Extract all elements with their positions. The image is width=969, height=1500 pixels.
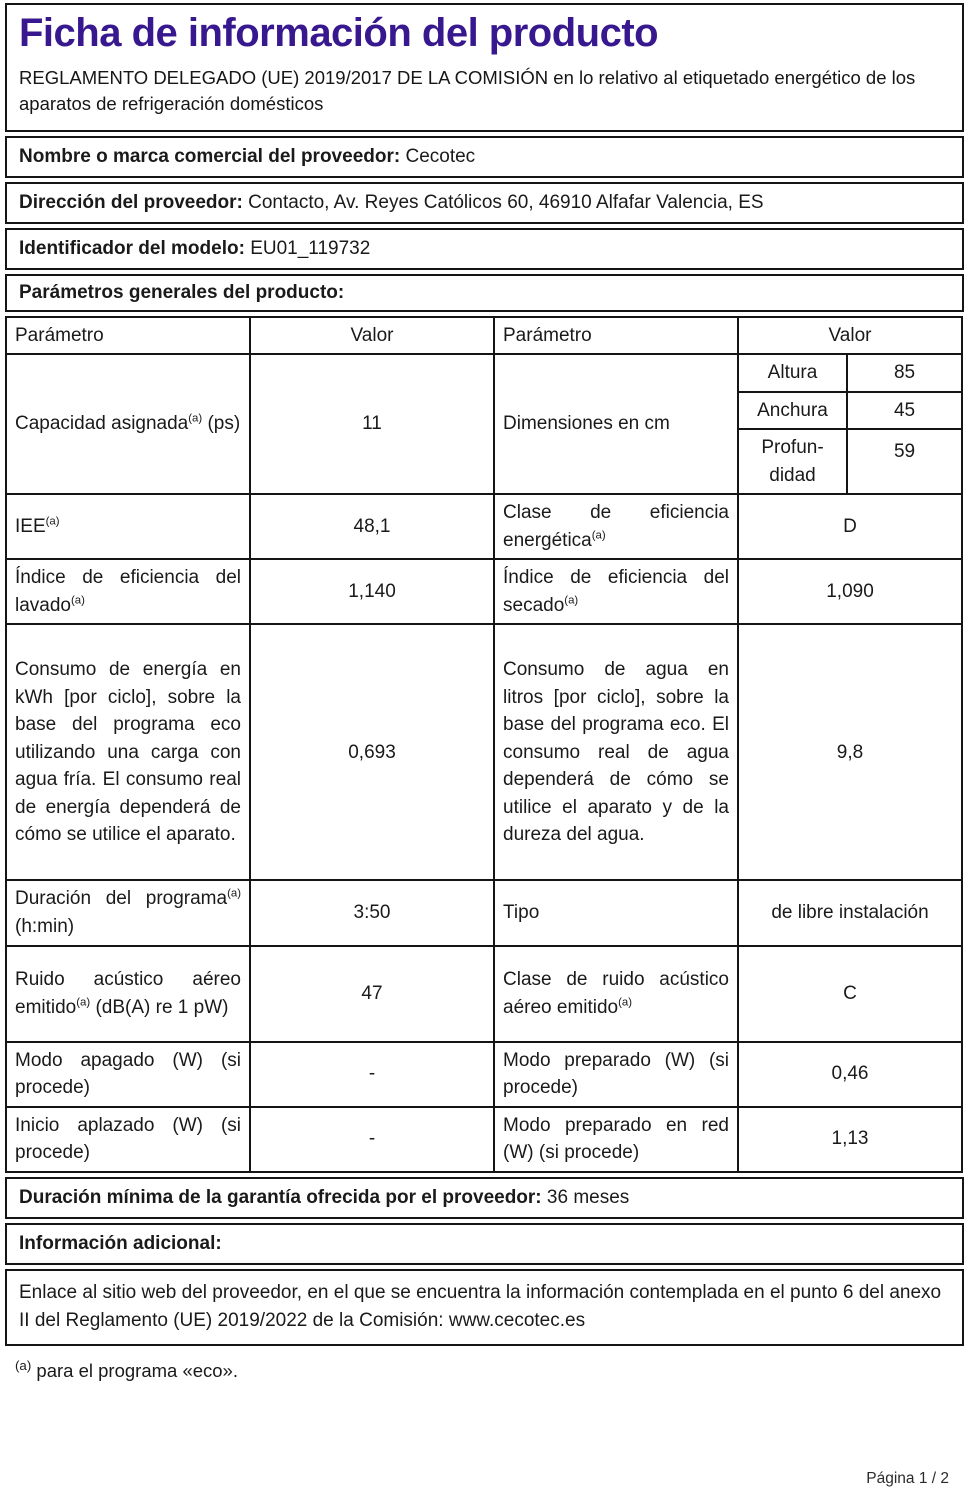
value-indice-secado: 1,090 <box>738 559 962 624</box>
header-valor-1: Valor <box>250 317 494 355</box>
row-capacidad-dimensiones <box>6 354 962 392</box>
model-identifier-value: EU01_119732 <box>250 237 371 259</box>
title-section <box>5 3 964 132</box>
param-consumo-energia: Consumo de energía en kWh [por ciclo], sobre la base del programa eco utilizando una carga con agua fría. El consumo real de energía dependerá de cómo se utilice el aparato. <box>6 624 250 880</box>
regulation-subtitle: REGLAMENTO DELEGADO (UE) 2019/2017 DE LA COMISIÓN en lo relativo al etiquetado energético de los aparatos de refrigeración domésticos <box>19 67 916 115</box>
value-tipo: de libre instalación <box>738 880 962 945</box>
dim-profundidad-label: Profundidad <box>738 429 847 494</box>
row-indices-eficiencia <box>6 559 962 624</box>
param-duracion-programa: Duración del programa$^{(a)}$ (h:min) <box>6 880 250 945</box>
value-inicio-aplazado: - <box>250 1107 494 1172</box>
supplier-brand-row <box>5 136 964 178</box>
header-parametro-1: Parámetro <box>6 317 250 355</box>
general-parameters-heading: Parámetros generales del producto: <box>19 281 345 303</box>
dim-anchura-value: 45 <box>847 392 962 430</box>
model-identifier-row <box>5 228 964 270</box>
website-link[interactable]: www.cecotec.es <box>448 1310 586 1332</box>
row-duracion-tipo <box>6 880 962 945</box>
param-capacidad-asignada: Capacidad asignada$^{(a)}$ (ps) <box>6 354 250 494</box>
header-valor-2: Valor <box>738 317 962 355</box>
page-title: Ficha de información del producto <box>19 11 659 55</box>
website-text: Enlace al sitio web del proveedor, en el que se encuentra la información contemplada en el punto 6 del anexo II del Reglamento (UE) 2019/2022 de la Comisión: <box>19 1281 942 1332</box>
value-clase-eficiencia-energetica: D <box>738 494 962 559</box>
supplier-brand-label: Nombre o marca comercial del proveedor: <box>19 145 401 167</box>
supplier-brand-value: Cecotec <box>405 145 476 167</box>
param-tipo: Tipo <box>494 880 738 945</box>
table-header-row <box>6 317 962 355</box>
value-modo-preparado: 0,46 <box>738 1042 962 1107</box>
value-clase-ruido: C <box>738 946 962 1042</box>
page-number: Página 1 / 2 <box>866 1470 949 1487</box>
row-ruido <box>6 946 962 1042</box>
value-iee: 48,1 <box>250 494 494 559</box>
dim-anchura-label: Anchura <box>738 392 847 430</box>
dim-altura-label: Altura <box>738 354 847 392</box>
param-ruido-acustico: Ruido acústico aéreo emitido$^{(a)}$ (dB(A) re 1 pW) <box>6 946 250 1042</box>
dim-profundidad-value: 59 <box>847 429 962 494</box>
warranty-label: Duración mínima de la garantía ofrecida por el proveedor: <box>19 1186 542 1208</box>
value-indice-lavado: 1,140 <box>250 559 494 624</box>
value-consumo-energia: 0,693 <box>250 624 494 880</box>
param-clase-eficiencia-energetica: Clase de eficiencia energética$^{(a)}$ <box>494 494 738 559</box>
supplier-address-label: Dirección del proveedor: <box>19 191 243 213</box>
row-inicio-aplazado <box>6 1107 962 1172</box>
supplier-address-row <box>5 182 964 224</box>
value-capacidad-asignada: 11 <box>250 354 494 494</box>
dim-altura-value: 85 <box>847 354 962 392</box>
param-clase-ruido: Clase de ruido acústico aéreo emitido$^{(a)}$ <box>494 946 738 1042</box>
param-indice-lavado: Índice de eficiencia del lavado$^{(a)}$ <box>6 559 250 624</box>
row-consumos <box>6 624 962 880</box>
value-modo-preparado-red: 1,13 <box>738 1107 962 1172</box>
parameters-table <box>5 316 963 1173</box>
param-indice-secado: Índice de eficiencia del secado$^{(a)}$ <box>494 559 738 624</box>
header-parametro-2: Parámetro <box>494 317 738 355</box>
website-row <box>5 1269 964 1346</box>
general-parameters-heading-row <box>5 274 964 312</box>
additional-info-heading-row <box>5 1223 964 1265</box>
value-modo-apagado: - <box>250 1042 494 1107</box>
value-ruido-acustico: 47 <box>250 946 494 1042</box>
param-modo-preparado-red: Modo preparado en red (W) (si procede) <box>494 1107 738 1172</box>
value-duracion-programa: 3:50 <box>250 880 494 945</box>
eco-footnote: $^{(a)}$ para el programa «eco». <box>15 1357 238 1381</box>
param-dimensiones: Dimensiones en cm <box>494 354 738 494</box>
supplier-address-value: Contacto, Av. Reyes Católicos 60, 46910 Alfafar Valencia, ES <box>248 191 764 213</box>
param-consumo-agua: Consumo de agua en litros [por ciclo], sobre la base del programa eco. El consumo real de agua dependerá de cómo se utilice el aparato y de la dureza del agua. <box>494 624 738 880</box>
row-iee-clase-energetica <box>6 494 962 559</box>
param-modo-preparado: Modo preparado (W) (si procede) <box>494 1042 738 1107</box>
model-identifier-label: Identificador del modelo: <box>19 237 245 259</box>
param-inicio-aplazado: Inicio aplazado (W) (si procede) <box>6 1107 250 1172</box>
row-modo-apagado <box>6 1042 962 1107</box>
warranty-row <box>5 1177 964 1219</box>
additional-info-heading: Información adicional: <box>19 1232 222 1254</box>
value-consumo-agua: 9,8 <box>738 624 962 880</box>
param-iee: IEE$^{(a)}$ <box>6 494 250 559</box>
param-modo-apagado: Modo apagado (W) (si procede) <box>6 1042 250 1107</box>
warranty-value: 36 meses <box>546 1186 630 1208</box>
